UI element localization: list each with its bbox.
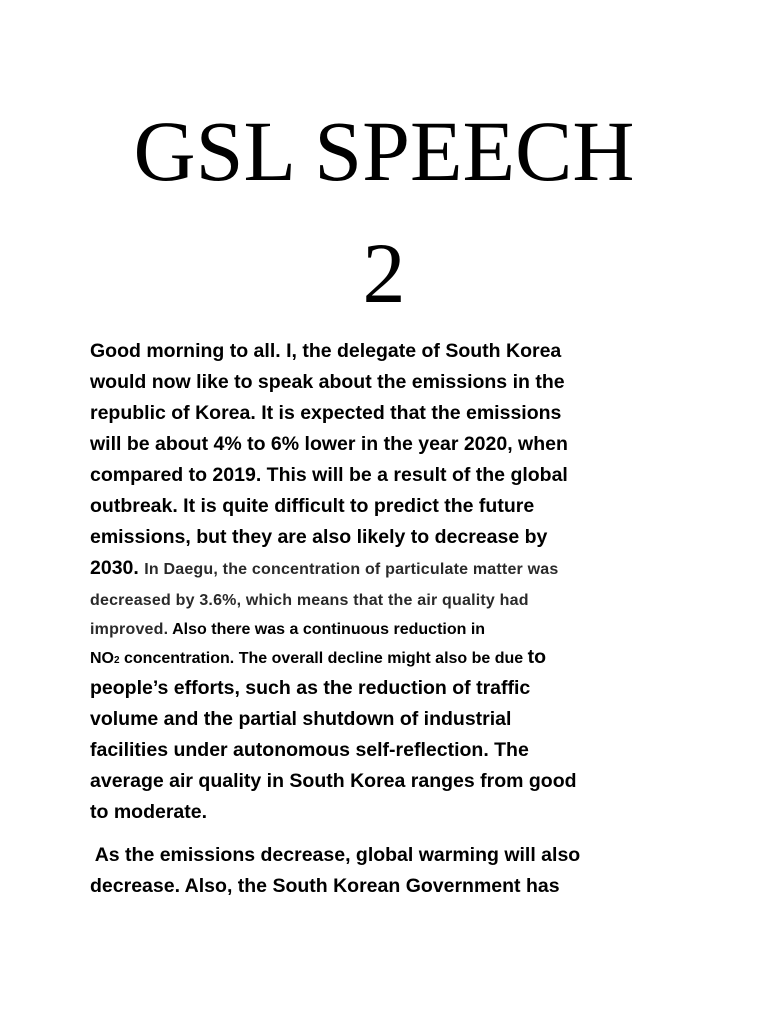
text-run: 2030. <box>90 557 145 579</box>
text-run: NO <box>90 650 114 667</box>
text-line: average air quality in South Korea ranges from good <box>90 770 577 792</box>
text-run: to <box>527 646 547 668</box>
quoted-text-run: decreased by 3.6%, which means that the air quality had <box>90 592 529 609</box>
paragraph-1 <box>90 336 690 828</box>
text-line: emissions, but they are also likely to decrease by <box>90 526 548 548</box>
text-line: As the emissions decrease, global warming will also <box>90 844 581 866</box>
text-line <box>90 613 690 642</box>
text-line: compared to 2019. This will be a result of the global <box>90 464 568 486</box>
text-line: facilities under autonomous self-reflection. The <box>90 739 529 761</box>
text-line: people’s efforts, such as the reduction of traffic <box>90 677 531 699</box>
paragraph-2 <box>90 840 690 902</box>
quoted-text-run: improved. <box>90 621 169 638</box>
text-run: concentration. The overall decline might also be due <box>119 650 528 667</box>
text-line: will be about 4% to 6% lower in the year 2020, when <box>90 433 568 455</box>
text-line: decrease. Also, the South Korean Government has <box>90 875 560 897</box>
subscript-run: 2 <box>114 655 120 666</box>
text-line: Good morning to all. I, the delegate of South Korea <box>90 340 562 362</box>
text-line <box>90 642 690 673</box>
text-line: to moderate. <box>90 801 208 823</box>
text-line <box>90 553 690 584</box>
text-run: Also there was a continuous reduction in <box>168 621 486 638</box>
text-line <box>90 584 690 613</box>
text-line: republic of Korea. It is expected that the emissions <box>90 402 562 424</box>
text-line: outbreak. It is quite difficult to predict the future <box>90 495 535 517</box>
text-line: volume and the partial shutdown of industrial <box>90 708 512 730</box>
page-title-number: 2 <box>362 225 406 321</box>
quoted-text-run: In Daegu, the concentration of particulate matter was <box>144 561 559 578</box>
text-line: would now like to speak about the emissions in the <box>90 371 565 393</box>
page-title: GSL SPEECH <box>133 103 635 199</box>
